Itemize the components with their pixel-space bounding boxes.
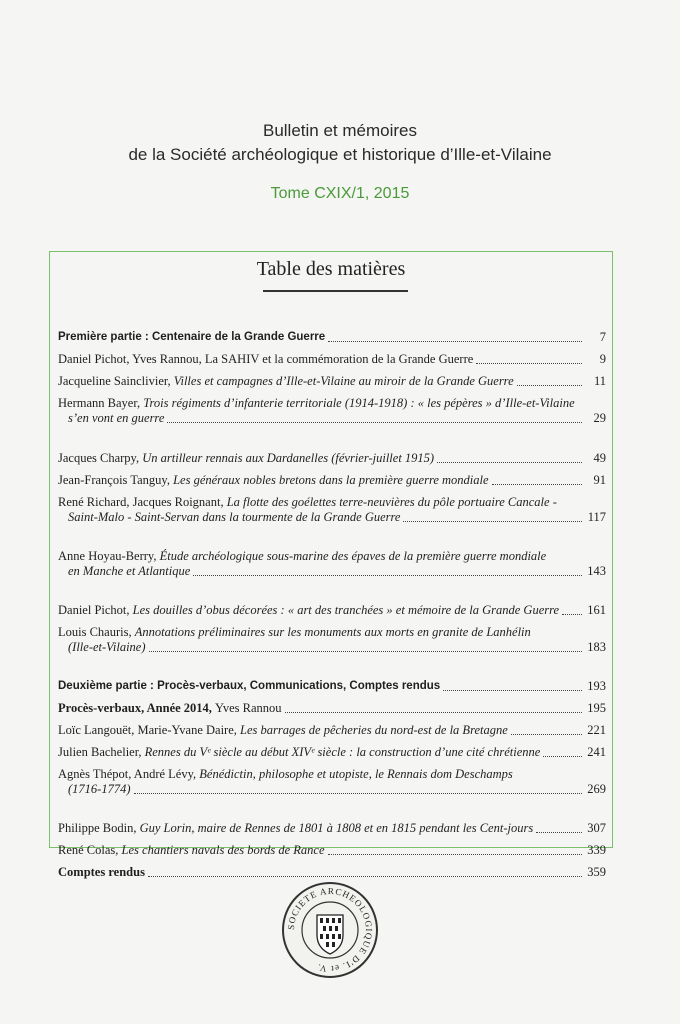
entry-author: Jacques Charpy, <box>58 451 143 465</box>
entry-text <box>58 745 540 760</box>
dot-leader <box>443 690 582 691</box>
dot-leader <box>543 756 582 757</box>
toc-entry <box>58 603 606 618</box>
bulletin-title-line-1: Bulletin et mémoires <box>262 121 417 140</box>
entry-title: Étude archéologique sous-marine des épaves de la première guerre mondiale <box>159 549 547 563</box>
entry-author: Daniel Pichot, <box>58 603 133 617</box>
seal-text: SOCIETE ARCHEOLOGIQUE D'I. et V. <box>285 885 375 975</box>
page-number: 339 <box>587 843 606 857</box>
toc-entry <box>58 745 606 760</box>
tome-label: Tome CXIX/1, 2015 <box>270 185 410 202</box>
cover-header <box>0 119 680 203</box>
dot-leader <box>167 422 582 423</box>
toc-entry <box>58 352 606 367</box>
dot-leader <box>511 734 582 735</box>
entry-title: La flotte des goélettes terre-neuvières du pôle portuaire Cancale - <box>226 495 557 509</box>
entry-title: La SAHIV et la commémoration de la Grande Guerre <box>204 352 474 366</box>
entry-author: Jean-François Tanguy, <box>58 473 174 487</box>
dot-leader <box>517 385 582 386</box>
dot-leader <box>562 614 582 615</box>
entry-text <box>58 723 508 738</box>
entry-text <box>58 625 606 640</box>
entry-text <box>58 767 606 782</box>
entry-author: René Colas, <box>58 843 122 857</box>
page-number: 11 <box>593 374 606 388</box>
page-number: 9 <box>599 352 606 366</box>
entry-title: Bénédictin, philosophe et utopiste, le Rennais dom Deschamps <box>199 767 513 781</box>
toc-entry <box>58 374 606 389</box>
page-number: 269 <box>587 782 606 796</box>
entry-text <box>58 495 606 510</box>
toc-entry <box>58 396 606 426</box>
dot-leader <box>328 341 582 342</box>
toc-entry <box>58 549 606 579</box>
page-number: 7 <box>599 330 606 344</box>
entry-title: Villes et campagnes d’Ille-et-Vilaine au miroir de la Grande Guerre <box>173 374 514 388</box>
dot-leader <box>193 575 582 576</box>
dot-leader <box>148 876 582 877</box>
entry-title-continued: en Manche et Atlantique <box>68 564 191 578</box>
page-number: 195 <box>587 701 606 715</box>
toc-entry <box>58 451 606 466</box>
entry-text <box>58 473 489 488</box>
dot-leader <box>476 363 582 364</box>
dot-leader <box>536 832 582 833</box>
entry-title: Les douilles d’obus décorées : « art des tranchées » et mémoire de la Grande Guerre <box>132 603 560 617</box>
table-of-contents <box>49 251 613 879</box>
entry-author: René Richard, Jacques Roignant, <box>58 495 227 509</box>
entry-text <box>58 603 559 618</box>
dot-leader <box>149 651 582 652</box>
entry-author: Julien Bachelier, <box>58 745 145 759</box>
page-number: 221 <box>587 723 606 737</box>
entry-author: Louis Chauris, <box>58 625 135 639</box>
page-number: 307 <box>587 821 606 835</box>
entry-title: Annotations préliminaires sur les monuments aux morts en granite de Lanhélin <box>134 625 531 639</box>
dot-leader <box>492 484 582 485</box>
entry-title-continued: (1716-1774) <box>68 782 131 796</box>
page-number: 161 <box>587 603 606 617</box>
toc-entry <box>58 767 606 797</box>
entry-author: Daniel Pichot, Yves Rannou, <box>58 352 205 366</box>
toc-entry <box>58 865 606 880</box>
dot-leader <box>134 793 583 794</box>
entry-author: Agnès Thépot, André Lévy, <box>58 767 200 781</box>
dot-leader <box>437 462 582 463</box>
page-number: 29 <box>593 411 606 425</box>
toc-entry <box>58 821 606 836</box>
page-number: 359 <box>587 865 606 879</box>
entry-author: Hermann Bayer, <box>58 396 144 410</box>
toc-entry <box>58 843 606 858</box>
bulletin-title-line-2: de la Société archéologique et historique d’Ille-et-Vilaine <box>128 145 552 164</box>
entry-text <box>58 374 514 389</box>
society-seal-icon <box>280 880 380 980</box>
toc-entry <box>58 495 606 525</box>
dot-leader <box>403 521 582 522</box>
page-number: 183 <box>587 640 606 654</box>
page-number: 117 <box>587 510 606 524</box>
dot-leader <box>285 712 583 713</box>
toc-entry <box>58 679 606 694</box>
page-number: 91 <box>593 473 606 487</box>
entry-text <box>58 451 434 466</box>
page-number: 49 <box>593 451 606 465</box>
entry-title: Les chantiers navals des bords de Rance <box>121 843 325 857</box>
section-heading: Comptes rendus <box>58 865 145 879</box>
part-heading: Deuxième partie : Procès-verbaux, Communications, Comptes rendus <box>58 680 441 692</box>
entry-title: Un artilleur rennais aux Dardanelles (février-juillet 1915) <box>142 451 435 465</box>
entry-title: Rennes du Vᵉ siècle au début XIVᵉ siècle : la construction d’une cité chrétienne <box>144 745 541 759</box>
toc-entry <box>58 330 606 345</box>
entry-text <box>58 352 473 367</box>
part-heading: Première partie : Centenaire de la Grande Guerre <box>58 331 326 343</box>
entry-text <box>58 701 282 716</box>
toc-entry <box>58 625 606 655</box>
entry-title: Les barrages de pêcheries du nord-est de la Bretagne <box>240 723 508 737</box>
entry-text <box>58 821 533 836</box>
entry-author: Anne Hoyau-Berry, <box>58 549 160 563</box>
entry-author: Loïc Langouët, Marie-Yvane Daire, <box>58 723 241 737</box>
page-number: 193 <box>587 679 606 693</box>
toc-entry <box>58 723 606 738</box>
entry-title: Guy Lorin, maire de Rennes de 1801 à 1808 et en 1815 pendant les Cent-jours <box>139 821 534 835</box>
page-number: 241 <box>587 745 606 759</box>
entry-author: Yves Rannou <box>215 701 282 715</box>
entry-text <box>58 843 325 858</box>
title-underline <box>263 290 408 292</box>
page-number: 143 <box>587 564 606 578</box>
entry-title-continued: (Ille-et-Vilaine) <box>68 640 146 654</box>
section-heading: Procès-verbaux, Année 2014, <box>58 701 216 715</box>
toc-entry <box>58 701 606 716</box>
entry-title-continued: s’en vont en guerre <box>68 411 165 425</box>
toc-title: Table des matières <box>256 258 406 280</box>
dot-leader <box>328 854 582 855</box>
entry-title: Les généraux nobles bretons dans la première guerre mondiale <box>173 473 489 487</box>
entry-title: Trois régiments d’infanterie territoriale (1914-1918) : « les pépères » d’Ille-et-Vilaine <box>143 396 575 410</box>
entry-author: Jacqueline Sainclivier, <box>58 374 174 388</box>
entry-title-continued: Saint-Malo - Saint-Servan dans la tourmente de la Grande Guerre <box>68 510 401 524</box>
entry-text <box>58 549 606 564</box>
entry-author: Philippe Bodin, <box>58 821 140 835</box>
toc-entry <box>58 473 606 488</box>
entry-text <box>58 396 606 411</box>
